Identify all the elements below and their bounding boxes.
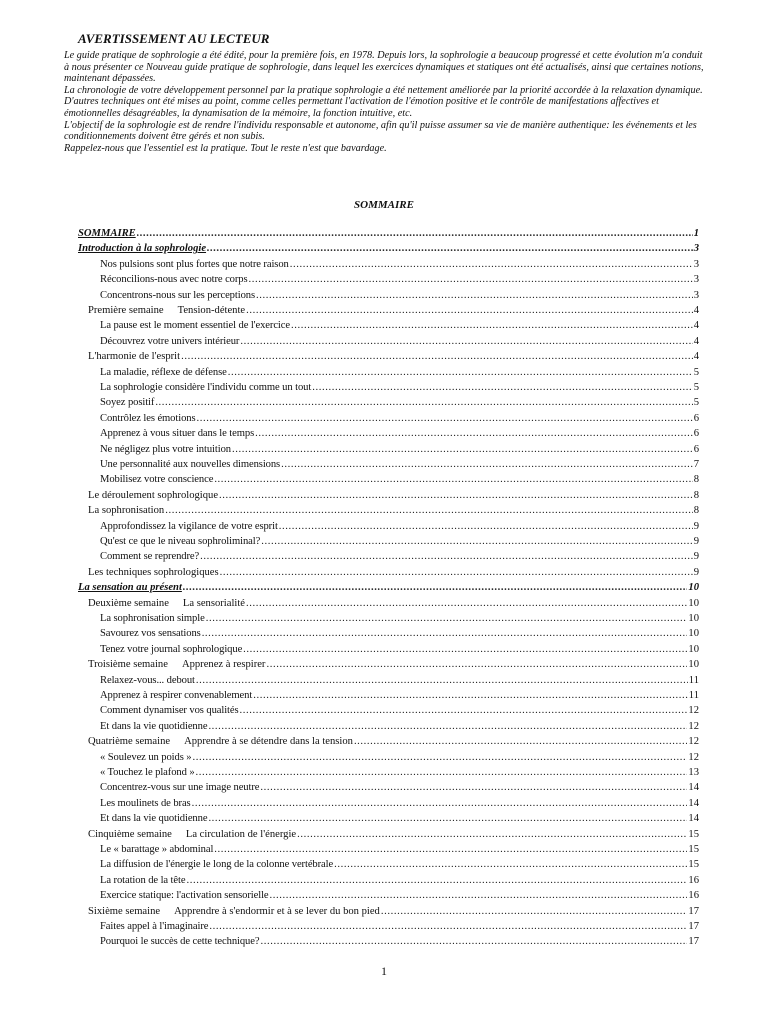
toc-entry-title: [100, 336, 239, 347]
toc-dot-leader: [279, 521, 693, 532]
toc-entry[interactable]: [100, 474, 699, 485]
toc-entry-page: 3: [693, 289, 699, 301]
toc-entry-title: [88, 351, 180, 362]
toc-entry-title: [100, 551, 199, 562]
toc-dot-leader: [246, 598, 687, 609]
toc-entry-title-text: Deuxième semaine: [88, 597, 169, 609]
toc-entry-title-text: Découvrez votre univers intérieur: [100, 335, 240, 347]
warning-paragraph: L'objectif de la sophrologie est de rendre l'individu responsable et autonome, afin qu'il puisse assumer sa vie de manière authentique: les événements et les conditionnements doivent être gérés et non subis.: [64, 119, 697, 143]
toc-entry-title: [100, 613, 205, 624]
warning-title: AVERTISSEMENT AU LECTEUR: [78, 31, 270, 46]
warning-paragraph: Le guide pratique de sophrologie a été édité, pour la première fois, en 1978. Depuis lors, la sophrologie a beaucoup progressé et cette évolution m'a conduit à nous présenter ce Nouveau guide pratique de sophrologie, dans lequel les exercices dynamiques et statiques ont été actualisés, ainsi que certaines notions, maintenant dépassées.: [64, 50, 704, 85]
toc-entry[interactable]: [88, 906, 699, 917]
toc-dot-leader: [192, 752, 687, 763]
toc-dot-leader: [256, 290, 693, 301]
toc-entry[interactable]: [88, 490, 699, 501]
toc-dot-leader: [228, 367, 693, 378]
toc-dot-leader: [291, 320, 693, 331]
toc-entry-title: [100, 844, 213, 855]
toc-entry[interactable]: [100, 921, 699, 932]
toc-entry[interactable]: [100, 767, 699, 778]
toc-entry-title-text: Contrôlez les émotions: [100, 412, 196, 424]
toc-dot-leader: [334, 859, 687, 870]
toc-dot-leader: [381, 906, 688, 917]
toc-entry-subtitle: Apprenez à respirer: [181, 659, 266, 671]
toc-entry-page: 5: [693, 382, 699, 393]
toc-entry-page: 10: [688, 659, 699, 671]
toc-entry-title: [88, 598, 245, 609]
toc-entry-page: 15: [688, 828, 699, 840]
toc-entry-page: 6: [693, 428, 699, 440]
toc-entry-page: 13: [688, 767, 699, 778]
toc-entry-title-text: Savourez vos sensations: [100, 628, 201, 640]
toc-entry-title-text: Sixième semaine: [88, 905, 161, 917]
toc-entry-title: [100, 628, 201, 639]
toc-entry[interactable]: [100, 813, 699, 824]
toc-entry-page: 4: [693, 305, 699, 316]
toc-entry-page: 12: [688, 720, 699, 732]
toc-entry[interactable]: [100, 459, 699, 470]
toc-entry-page: 4: [693, 335, 699, 347]
toc-entry-title-text: Pourquoi le succès de cette technique?: [100, 936, 260, 948]
warning-body: [64, 50, 704, 154]
toc-entry-page: 12: [688, 736, 699, 748]
toc-entry[interactable]: [100, 320, 699, 331]
toc-entry-title: [78, 243, 206, 254]
toc-entry[interactable]: [88, 598, 699, 609]
toc-entry-page: 9: [693, 566, 699, 578]
toc-entry-title: [88, 829, 296, 840]
toc-entry-title-text: Comment se reprendre?: [100, 551, 200, 563]
toc-entry-title: [88, 490, 218, 501]
toc-dot-leader: [192, 798, 688, 809]
page-number: 1: [381, 964, 387, 978]
toc-entry[interactable]: [100, 382, 699, 393]
toc-dot-leader: [219, 490, 693, 501]
toc-entry[interactable]: [78, 243, 699, 254]
toc-dot-leader: [202, 628, 688, 639]
sommaire-heading: SOMMAIRE: [354, 199, 414, 211]
toc-entry[interactable]: [100, 536, 699, 547]
toc-dot-leader: [214, 474, 692, 485]
warning-paragraph: La chronologie de votre développement personnel par la pratique sophrologie a été nettement améliorée par la priorité accordée à la relaxation dynamique. D'autres techniques ont été mises au point, comme celles permettant l'activation de l'émotion positive et le contrôle de manifestations affectives et émotionnelles désagréables, la dynamisation de la mémoire, la fonction intuitive, etc.: [64, 84, 703, 119]
toc-dot-leader: [200, 551, 693, 562]
toc-entry-page: 9: [693, 520, 699, 532]
toc-entry-title: [100, 459, 280, 470]
toc-entry-page: 17: [688, 936, 699, 948]
toc-entry-subtitle: Apprendre à se détendre dans la tension: [184, 736, 353, 748]
toc-dot-leader: [266, 659, 687, 670]
toc-entry[interactable]: [100, 875, 699, 886]
toc-entry-title-text: Concentrons-nous sur les perceptions: [100, 289, 255, 301]
toc-entry-title-text: La maladie, réflexe de défense: [100, 366, 227, 378]
toc-entry-page: 8: [693, 505, 699, 517]
toc-entry-page: 11: [688, 674, 699, 686]
toc-entry-page: 10: [688, 582, 699, 594]
toc-entry-page: 10: [688, 643, 699, 655]
toc-entry-title: [88, 567, 219, 578]
toc-entry-page: 3: [693, 258, 699, 270]
toc-entry[interactable]: [78, 228, 699, 239]
toc-entry-title: [100, 521, 278, 532]
toc-entry-title: [88, 305, 245, 316]
toc-entry-page: 5: [693, 366, 699, 378]
toc-entry-title-text: Réconcilions-nous avec notre corps: [100, 274, 248, 286]
toc-entry-page: 9: [693, 536, 699, 547]
toc-entry-title: [100, 367, 227, 378]
toc-entry[interactable]: [100, 551, 699, 562]
toc-entry-title: [100, 721, 207, 732]
toc-entry-title: [100, 474, 213, 485]
toc-entry[interactable]: [100, 428, 699, 439]
toc-dot-leader: [196, 413, 692, 424]
toc-entry-title-text: La diffusion de l'énergie le long de la colonne vertébrale: [100, 859, 334, 871]
toc-dot-leader: [240, 336, 692, 347]
toc-entry-title-text: Et dans la vie quotidienne: [100, 720, 208, 732]
toc-entry[interactable]: [100, 844, 699, 855]
toc-entry[interactable]: [100, 290, 699, 301]
toc-entry-subtitle: La sensorialité: [182, 597, 245, 609]
toc-dot-leader: [165, 505, 692, 516]
toc-entry[interactable]: [88, 567, 699, 578]
toc-dot-leader: [208, 813, 687, 824]
toc-entry[interactable]: [100, 782, 699, 793]
toc-entry-title: [100, 936, 259, 947]
toc-entry[interactable]: [100, 721, 699, 732]
toc-dot-leader: [196, 767, 688, 778]
toc-entry-title: [100, 813, 207, 824]
toc-dot-leader: [270, 890, 688, 901]
toc-entry-title: [88, 505, 164, 516]
toc-entry-title-text: Et dans la vie quotidienne: [100, 813, 208, 825]
toc-entry-title-text: Apprenez à vous situer dans le temps: [100, 428, 255, 440]
toc-entry[interactable]: [100, 336, 699, 347]
warning-paragraph: Rappelez-nous que l'essentiel est la pratique. Tout le reste n'est que bavardage.: [64, 142, 387, 154]
toc-entry[interactable]: [88, 351, 699, 362]
toc-entry-page: 9: [693, 551, 699, 563]
toc-entry-title-text: Mobilisez votre conscience: [100, 474, 214, 486]
toc-entry-title: [100, 675, 195, 686]
toc-entry[interactable]: [100, 521, 699, 532]
toc-entry-title: [100, 859, 333, 870]
toc-entry-page: 15: [688, 844, 699, 855]
toc-entry-title: [88, 659, 265, 670]
toc-entry-title: [100, 752, 191, 763]
toc-entry[interactable]: [100, 936, 699, 947]
toc-entry-title: [100, 690, 252, 701]
toc-entry-page: 1: [693, 228, 699, 239]
toc-entry-title-text: Exercice statique: l'activation sensorielle: [100, 890, 269, 902]
toc-entry-title: [100, 536, 260, 547]
toc-entry-title-text: SOMMAIRE: [78, 228, 136, 239]
toc-entry-title-text: Une personnalité aux nouvelles dimensions: [100, 459, 281, 470]
toc-entry[interactable]: [100, 628, 699, 639]
toc-dot-leader: [208, 721, 687, 732]
toc-entry-title: [100, 397, 154, 408]
toc-entry-title: [88, 736, 353, 747]
toc-entry-page: 3: [693, 243, 699, 255]
toc-entry-title-text: Nos pulsions sont plus fortes que notre raison: [100, 258, 289, 270]
toc-entry-page: 12: [688, 705, 699, 717]
toc-dot-leader: [281, 459, 693, 470]
toc-dot-leader: [249, 274, 693, 285]
toc-entry-title-text: Troisième semaine: [88, 659, 168, 671]
toc-entry[interactable]: [100, 644, 699, 655]
toc-dot-leader: [181, 351, 693, 362]
toc-entry-title-text: Apprenez à respirer convenablement: [100, 690, 253, 701]
toc-dot-leader: [214, 844, 687, 855]
toc-entry-title-text: La rotation de la tête: [100, 874, 186, 886]
toc-entry-title-text: Le déroulement sophrologique: [88, 489, 219, 501]
toc-entry[interactable]: [100, 690, 699, 701]
toc-entry-subtitle: La circulation de l'énergie: [185, 828, 297, 840]
toc-entry-title: [100, 413, 195, 424]
toc-entry-title-text: Comment dynamiser vos qualités: [100, 705, 239, 717]
toc-entry-title: [100, 875, 185, 886]
toc-dot-leader: [240, 705, 688, 716]
toc-dot-leader: [196, 675, 688, 686]
toc-entry-title: [100, 890, 269, 901]
toc-dot-leader: [297, 829, 687, 840]
toc-dot-leader: [290, 259, 693, 270]
toc-dot-leader: [232, 444, 693, 455]
toc-entry-title-text: Soyez positif: [100, 397, 155, 409]
toc-entry[interactable]: [100, 274, 699, 285]
toc-entry-page: 11: [688, 690, 699, 701]
toc-dot-leader: [186, 875, 687, 886]
toc-entry-page: 14: [688, 797, 699, 809]
toc-entry-page: 10: [688, 597, 699, 609]
toc-entry-title-text: Tenez votre journal sophrologique: [100, 643, 243, 655]
toc-entry-page: 4: [693, 351, 699, 363]
toc-entry-subtitle: Tension-détente: [177, 305, 246, 316]
toc-dot-leader: [312, 382, 693, 393]
toc-entry[interactable]: [100, 675, 699, 686]
toc-dot-leader: [243, 644, 687, 655]
toc-entry-title: [100, 428, 254, 439]
toc-entry-title: [88, 906, 380, 917]
toc-entry-title-text: La sophronisation simple: [100, 613, 205, 624]
toc-entry-title: [100, 444, 231, 455]
toc-entry-page: 7: [693, 459, 699, 470]
toc-entry[interactable]: [100, 413, 699, 424]
toc-dot-leader: [183, 582, 688, 593]
toc-entry[interactable]: [88, 305, 699, 316]
toc-entry-title: [100, 767, 195, 778]
toc-dot-leader: [255, 428, 693, 439]
toc-entry-page: 17: [688, 921, 699, 932]
toc-entry-page: 4: [693, 320, 699, 332]
toc-entry-title-text: Approfondissez la vigilance de votre esprit: [100, 520, 278, 532]
toc-entry-title: [100, 782, 259, 793]
toc-entry[interactable]: [88, 829, 699, 840]
toc-dot-leader: [209, 921, 687, 932]
toc-entry-title-text: Concentrez-vous sur une image neutre: [100, 782, 260, 794]
toc-entry-page: 14: [688, 813, 699, 825]
toc-entry-title-text: Faites appel à l'imaginaire: [100, 921, 209, 932]
toc-entry-page: 10: [688, 628, 699, 640]
toc-entry-page: 6: [693, 443, 699, 455]
toc-entry-page: 8: [693, 474, 699, 486]
toc-entry[interactable]: [100, 752, 699, 763]
toc-entry-page: 14: [688, 782, 699, 794]
toc-entry[interactable]: [100, 705, 699, 716]
toc-entry-title: [100, 290, 255, 301]
toc-entry-page: 12: [688, 751, 699, 763]
toc-entry[interactable]: [100, 444, 699, 455]
toc-entry-title-text: La sophrologie considère l'individu comme un tout: [100, 382, 312, 393]
toc-entry[interactable]: [78, 582, 699, 593]
toc-entry-title-text: « Soulevez un poids »: [100, 751, 192, 763]
toc-entry-title-text: Introduction à la sophrologie: [78, 243, 207, 255]
toc-entry[interactable]: [100, 859, 699, 870]
toc-entry-title: [100, 259, 289, 270]
toc-entry-title-text: Ne négligez plus votre intuition: [100, 443, 231, 455]
toc-entry-page: 16: [688, 890, 699, 902]
toc-entry-page: 10: [688, 613, 699, 624]
toc-entry-title-text: Qu'est ce que le niveau sophroliminal?: [100, 536, 261, 547]
toc-entry-page: 15: [688, 859, 699, 871]
toc-entry-page: 5: [693, 397, 699, 409]
toc-entry[interactable]: [88, 659, 699, 670]
toc-entry-title: [100, 705, 239, 716]
toc-dot-leader: [246, 305, 693, 316]
toc-entry-title-text: L'harmonie de l'esprit: [88, 351, 181, 363]
toc-entry-title-text: « Touchez le plafond »: [100, 767, 195, 778]
toc-entry[interactable]: [88, 505, 699, 516]
toc-dot-leader: [354, 736, 687, 747]
toc-entry-title: [100, 274, 248, 285]
toc-entry-title-text: Première semaine: [88, 305, 164, 316]
toc-dot-leader: [260, 782, 687, 793]
toc-entry[interactable]: [100, 397, 699, 408]
toc-entry-title: [100, 382, 311, 393]
toc-entry-page: 6: [693, 412, 699, 424]
toc-entry[interactable]: [100, 798, 699, 809]
toc-entry-title: [78, 228, 136, 239]
toc-entry[interactable]: [88, 736, 699, 747]
toc-entry-title-text: Quatrième semaine: [88, 736, 171, 748]
toc-entry-title-text: Les moulinets de bras: [100, 797, 191, 809]
toc-entry[interactable]: [100, 613, 699, 624]
toc-entry-subtitle: Apprendre à s'endormir et à se lever du bon pied: [174, 905, 380, 917]
toc-entry[interactable]: [100, 367, 699, 378]
toc-entry[interactable]: [100, 259, 699, 270]
toc-entry-title: [100, 798, 191, 809]
toc-entry-title: [100, 921, 208, 932]
toc-dot-leader: [207, 243, 693, 254]
toc-entry-title-text: Les techniques sophrologiques: [88, 566, 219, 578]
toc-entry-page: 17: [688, 905, 699, 917]
toc-entry-page: 16: [688, 874, 699, 886]
toc-entry[interactable]: [100, 890, 699, 901]
toc-entry-title-text: Cinquième semaine: [88, 828, 172, 840]
toc-dot-leader: [206, 613, 688, 624]
toc-dot-leader: [220, 567, 693, 578]
toc-dot-leader: [260, 936, 687, 947]
toc-dot-leader: [155, 397, 692, 408]
toc-entry-title-text: La sensation au présent: [78, 582, 182, 594]
toc-dot-leader: [253, 690, 688, 701]
toc-entry-title: [100, 644, 242, 655]
toc-entry-title-text: Relaxez-vous... debout: [100, 674, 195, 686]
toc-entry-page: 8: [693, 489, 699, 501]
toc-entry-title-text: La sophronisation: [88, 505, 165, 517]
toc-entry-title-text: Le « barattage » abdominal: [100, 844, 214, 855]
toc-entry-title: [78, 582, 182, 593]
toc-dot-leader: [137, 228, 693, 239]
toc-entry-title: [100, 320, 290, 331]
toc-entry-page: 3: [693, 274, 699, 286]
toc-dot-leader: [261, 536, 693, 547]
toc-entry-title-text: La pause est le moment essentiel de l'exercice: [100, 320, 290, 332]
